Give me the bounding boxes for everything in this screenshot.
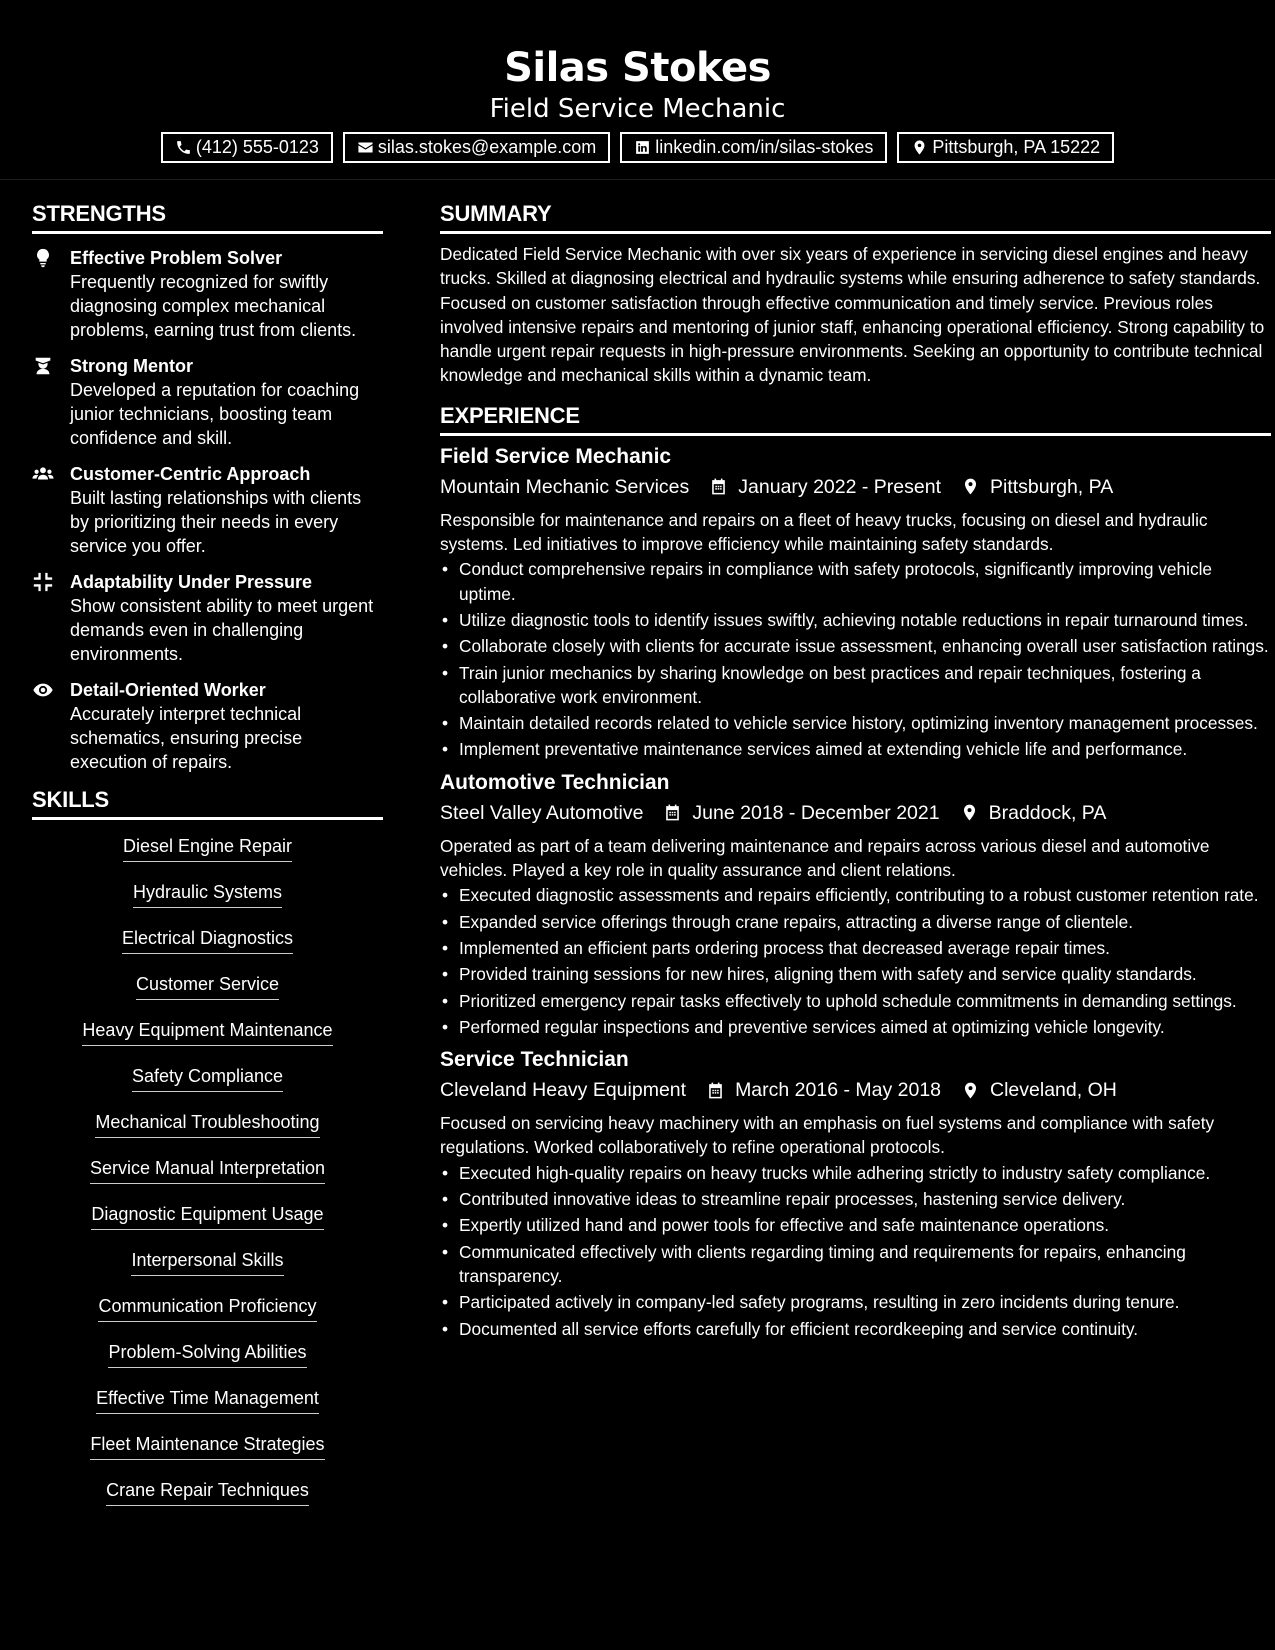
job-bullet: • Expertly utilized hand and power tools for effective and safe maintenance operations.: [440, 1213, 1271, 1237]
resume-body: [0, 180, 1275, 1524]
lightbulb-icon: [32, 247, 54, 269]
summary-text: Dedicated Field Service Mechanic with over six years of experience in servicing diesel engines and heavy trucks. Skilled at diagnosing electrical and hydraulic systems while ensuring adherence to safety standards. Focused on customer satisfaction through effective communication and timely service. Previous roles involved intensive repairs and mentoring of junior staff, enhancing operational efficiency. Strong capability to handle urgent repair requests in high-pressure environments. Seeking an opportunity to contribute technical knowledge and mechanical skills within a dynamic team.: [440, 244, 1265, 386]
contact-phone-text: (412) 555-0123: [195, 137, 319, 157]
contact-location-text: Pittsburgh, PA 15222: [932, 137, 1101, 157]
job-meta: [440, 800, 1271, 826]
job-bullet: • Train junior mechanics by sharing knowledge on best practices and repair techniques, fostering a collaborative work environment.: [440, 661, 1271, 710]
job-bullet: • Participated actively in company-led safety programs, resulting in zero incidents during tenure.: [440, 1290, 1271, 1314]
job-bullet: • Collaborate closely with clients for accurate issue assessment, enhancing overall user satisfaction ratings.: [440, 634, 1271, 658]
job-company: Mountain Mechanic Services: [440, 475, 690, 498]
strength-title: Customer-Centric Approach: [70, 464, 311, 484]
job-company: Cleveland Heavy Equipment: [440, 1079, 687, 1102]
job-company: Steel Valley Automotive: [440, 801, 644, 824]
strength-item: [32, 678, 383, 774]
skill-tag: Customer Service: [136, 972, 279, 1000]
strength-desc: Built lasting relationships with clients by prioritizing their needs in every service you offer.: [70, 488, 362, 556]
skill-tag: Heavy Equipment Maintenance: [82, 1018, 332, 1046]
job-description: Focused on servicing heavy machinery with an emphasis on fuel systems and compliance with safety regulations. Worked collaboratively to refine operational protocols.: [440, 1113, 1215, 1158]
strength-item: [32, 462, 383, 558]
strength-desc: Accurately interpret technical schematics, ensuring precise execution of repairs.: [70, 704, 303, 772]
job-location: Pittsburgh, PA: [990, 475, 1114, 498]
job-bullet: • Executed diagnostic assessments and repairs efficiently, contributing to a robust customer retention rate.: [440, 883, 1271, 907]
job-description: Operated as part of a team delivering maintenance and repairs across various diesel and automotive vehicles. Played a key role in quality assurance and client relations.: [440, 835, 1210, 881]
job-bullet: • Communicated effectively with clients regarding timing and requirements for repairs, enhancing transparency.: [440, 1240, 1271, 1289]
contact-phone[interactable]: [161, 132, 333, 163]
calendar-icon: [709, 477, 728, 496]
job-title: Service Technician: [440, 1048, 629, 1072]
job-bullet: • Executed high-quality repairs on heavy trucks while adhering strictly to industry safety compliance.: [440, 1161, 1271, 1185]
job-bullet: • Documented all service efforts carefully for efficient recordkeeping and service continuity.: [440, 1317, 1271, 1341]
job-dates: January 2022 - Present: [738, 475, 941, 498]
job-bullets: [440, 1161, 1271, 1341]
strength-title: Detail-Oriented Worker: [70, 680, 266, 700]
job-bullet: • Provided training sessions for new hires, aligning them with safety and service quality standards.: [440, 962, 1271, 986]
calendar-icon: [663, 803, 682, 822]
candidate-headline: Field Service Mechanic: [489, 94, 786, 124]
experience-heading: EXPERIENCE: [440, 402, 1271, 436]
map-pin-icon: [911, 139, 928, 156]
strength-item: [32, 354, 383, 450]
job-entry: [440, 770, 1271, 1039]
calendar-icon: [706, 1081, 725, 1100]
contact-linkedin[interactable]: [620, 132, 887, 163]
strength-desc: Frequently recognized for swiftly diagnosing complex mechanical problems, earning trust from clients.: [70, 272, 357, 340]
skill-tag: Diagnostic Equipment Usage: [91, 1202, 323, 1230]
compress-icon: [32, 571, 54, 593]
contact-linkedin-text: linkedin.com/in/silas-stokes: [655, 137, 874, 157]
job-title: Field Service Mechanic: [440, 444, 672, 468]
job-bullet: • Expanded service offerings through crane repairs, attracting a diverse range of clientele.: [440, 910, 1271, 934]
skill-tag: Communication Proficiency: [98, 1294, 316, 1322]
skills-list: [32, 834, 383, 1524]
job-meta: [440, 474, 1271, 500]
contact-email[interactable]: [343, 132, 610, 163]
job-bullets: [440, 883, 1271, 1039]
strength-title: Strong Mentor: [70, 356, 193, 376]
strength-item: [32, 570, 383, 666]
skill-tag: Diesel Engine Repair: [123, 834, 292, 862]
job-meta: [440, 1077, 1271, 1103]
users-icon: [32, 463, 54, 485]
strengths-list: [32, 246, 383, 774]
skill-tag: Fleet Maintenance Strategies: [90, 1432, 324, 1460]
right-column: [440, 180, 1271, 1524]
job-bullet: • Performed regular inspections and preventive services aimed at optimizing vehicle longevity.: [440, 1015, 1271, 1039]
map-pin-icon: [961, 477, 980, 496]
job-entry: [440, 444, 1271, 762]
map-pin-icon: [961, 1081, 980, 1100]
strengths-heading: STRENGTHS: [32, 200, 383, 234]
job-bullet: • Utilize diagnostic tools to identify issues swiftly, achieving notable reductions in repair turnaround times.: [440, 608, 1271, 632]
job-description: Responsible for maintenance and repairs on a fleet of heavy trucks, focusing on diesel and hydraulic systems. Led initiatives to improve efficiency while maintaining safety standards.: [440, 509, 1208, 555]
job-bullet: • Maintain detailed records related to vehicle service history, optimizing inventory management processes.: [440, 711, 1271, 735]
summary-heading: SUMMARY: [440, 200, 1271, 234]
strength-item: [32, 246, 383, 342]
map-pin-icon: [960, 803, 979, 822]
strength-title: Adaptability Under Pressure: [70, 572, 313, 592]
job-bullets: [440, 557, 1271, 761]
job-dates: June 2018 - December 2021: [692, 801, 940, 824]
job-location: Cleveland, OH: [990, 1079, 1117, 1102]
job-bullet: • Implement preventative maintenance services aimed at extending vehicle life and performance.: [440, 737, 1271, 761]
skill-tag: Effective Time Management: [96, 1386, 319, 1414]
resume-header: [0, 0, 1275, 180]
strength-desc: Show consistent ability to meet urgent demands even in challenging environments.: [70, 596, 374, 664]
candidate-name: Silas Stokes: [504, 45, 771, 91]
left-column: [32, 180, 383, 1524]
job-entry: [440, 1047, 1271, 1341]
eye-icon: [32, 679, 54, 701]
skill-tag: Crane Repair Techniques: [106, 1478, 309, 1506]
job-bullet: • Contributed innovative ideas to streamline repair processes, hastening service delivery.: [440, 1187, 1271, 1211]
strength-title: Effective Problem Solver: [70, 248, 283, 268]
skill-tag: Electrical Diagnostics: [122, 926, 293, 954]
skills-heading: SKILLS: [32, 786, 383, 820]
contact-email-text: silas.stokes@example.com: [377, 137, 597, 157]
contact-location[interactable]: [897, 132, 1114, 163]
skill-tag: Hydraulic Systems: [133, 880, 282, 908]
job-bullet: • Conduct comprehensive repairs in compliance with safety protocols, significantly improving vehicle uptime.: [440, 557, 1271, 606]
strength-desc: Developed a reputation for coaching junior technicians, boosting team confidence and skill.: [70, 380, 360, 448]
job-dates: March 2016 - May 2018: [735, 1079, 942, 1102]
skill-tag: Problem-Solving Abilities: [108, 1340, 306, 1368]
contact-bar: [0, 132, 1275, 163]
skill-tag: Mechanical Troubleshooting: [95, 1110, 319, 1138]
linkedin-icon: [634, 139, 651, 156]
job-title: Automotive Technician: [440, 770, 670, 794]
job-bullet: • Prioritized emergency repair tasks effectively to uphold schedule commitments in demanding settings.: [440, 989, 1271, 1013]
phone-icon: [175, 139, 192, 156]
skill-tag: Safety Compliance: [132, 1064, 283, 1092]
skill-tag: Interpersonal Skills: [131, 1248, 283, 1276]
graduate-icon: [32, 355, 54, 377]
envelope-icon: [357, 139, 374, 156]
job-bullet: • Implemented an efficient parts ordering process that decreased average repair times.: [440, 936, 1271, 960]
skill-tag: Service Manual Interpretation: [90, 1156, 325, 1184]
job-location: Braddock, PA: [988, 801, 1107, 824]
